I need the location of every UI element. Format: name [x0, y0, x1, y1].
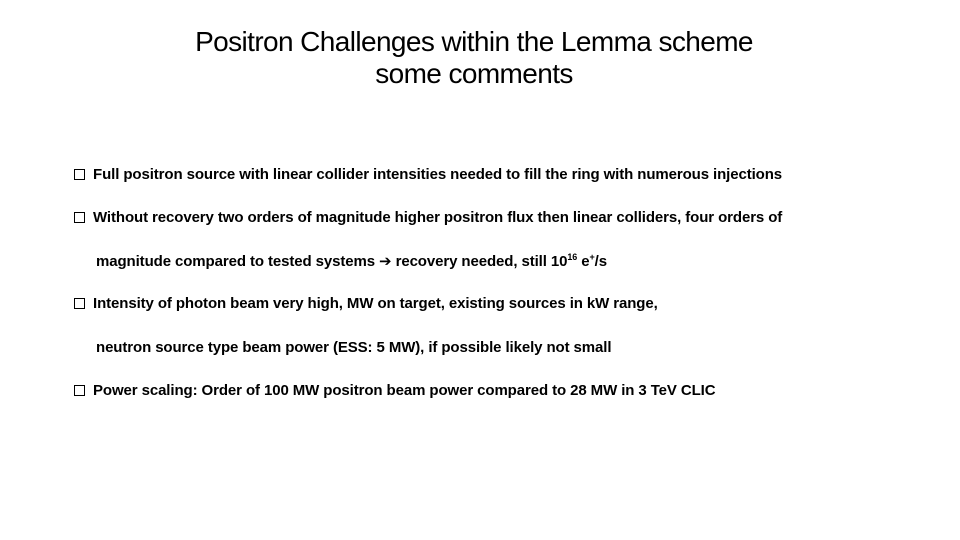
- checkbox-bullet-icon: [74, 385, 85, 396]
- bullet-2-text-b: recovery needed, still 10: [391, 253, 568, 270]
- bullet-1: [74, 164, 914, 186]
- bullet-3-line-1: Intensity of photon beam very high, MW on target, existing sources in kW range,: [93, 295, 658, 312]
- title-line-1: Positron Challenges within the Lemma scheme: [195, 26, 753, 57]
- slide-title: [0, 26, 948, 90]
- bullet-2-text-c: e: [577, 253, 590, 270]
- bullet-3: [74, 293, 914, 315]
- checkbox-bullet-icon: [74, 212, 85, 223]
- bullet-4: [74, 380, 914, 402]
- bullet-2-line-1: Without recovery two orders of magnitude higher positron flux then linear colliders, four orders of: [93, 209, 783, 226]
- title-line-2: some comments: [375, 58, 573, 89]
- bullet-2-charge: +: [589, 252, 595, 262]
- bullet-2: [74, 207, 914, 229]
- bullet-2-exponent: 16: [567, 252, 578, 262]
- bullet-1-text: Full positron source with linear collider intensities needed to fill the ring with numerous injections: [93, 166, 783, 183]
- bullet-4-text: Power scaling: Order of 100 MW positron beam power compared to 28 MW in 3 TeV CLIC: [93, 382, 716, 399]
- arrow-right-icon: ➔: [379, 253, 392, 270]
- bullet-2-line-2: [96, 251, 607, 273]
- checkbox-bullet-icon: [74, 298, 85, 309]
- bullet-2-text-a: magnitude compared to tested systems: [96, 253, 380, 270]
- checkbox-bullet-icon: [74, 169, 85, 180]
- bullet-2-text-d: /s: [594, 253, 607, 270]
- bullet-3-line-2: neutron source type beam power (ESS: 5 MW), if possible likely not small: [96, 339, 612, 356]
